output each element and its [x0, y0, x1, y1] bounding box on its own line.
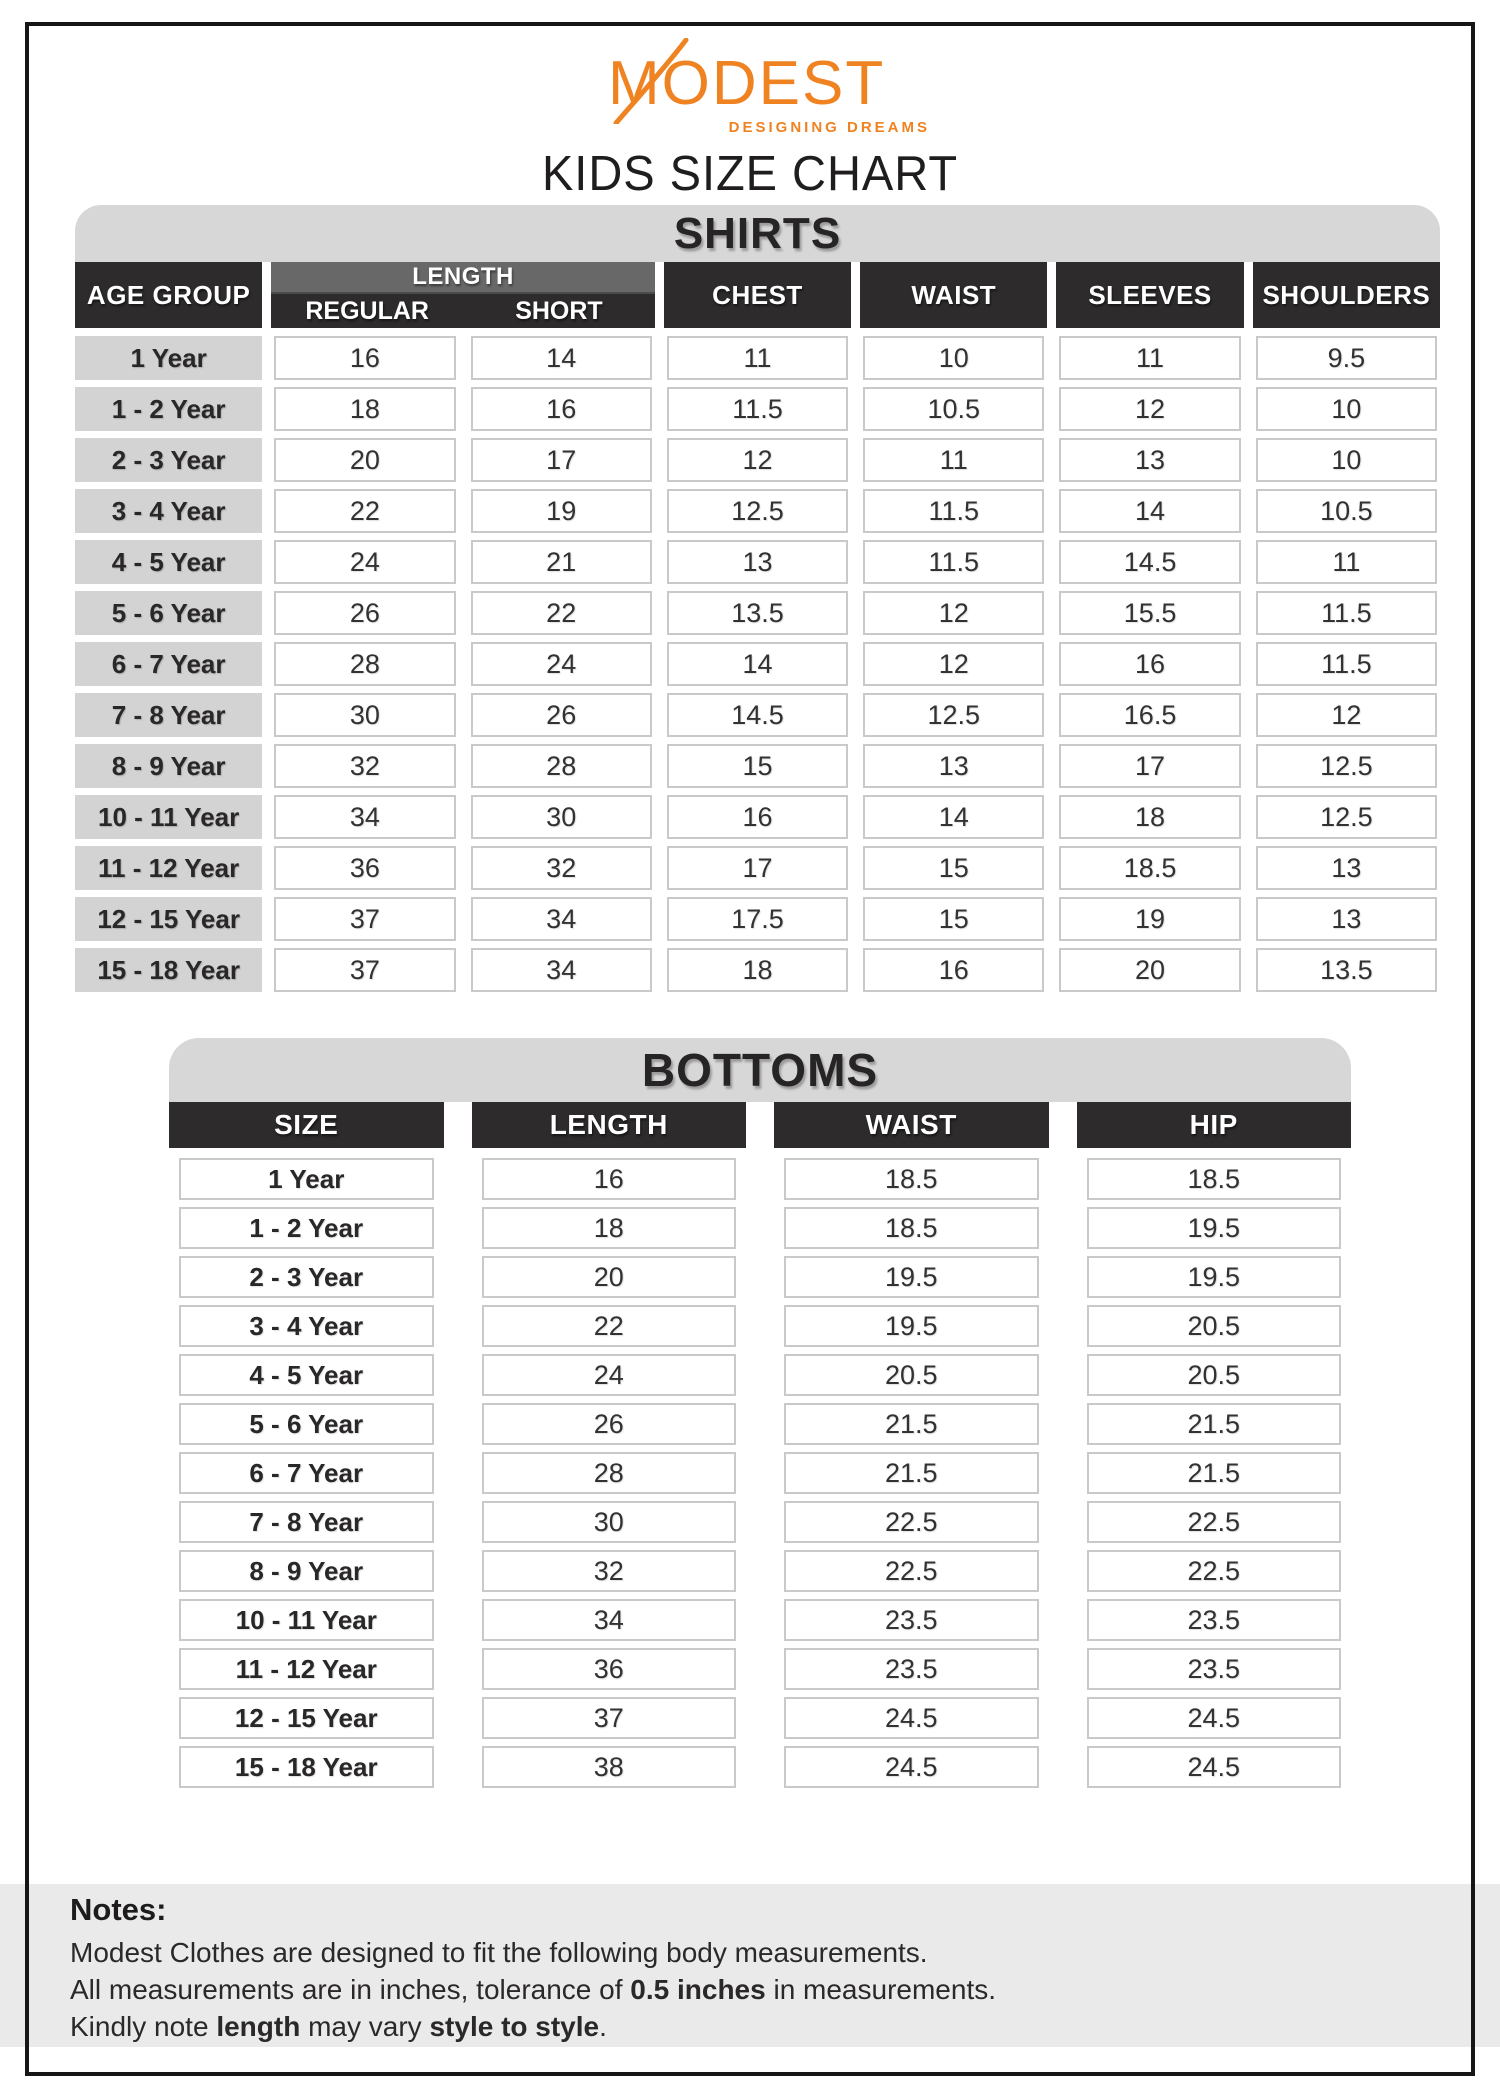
bottoms-length-cell: 30	[482, 1501, 737, 1543]
brand-wordmark: MODEST	[608, 49, 886, 118]
shirts-table-row	[75, 846, 1440, 890]
bottoms-length-cell: 26	[482, 1403, 737, 1445]
shirts-waist-cell: 10	[863, 336, 1044, 380]
bottoms-hip-cell: 21.5	[1087, 1452, 1342, 1494]
shirts-section-title: SHIRTS	[75, 205, 1440, 262]
shirts-table-row	[75, 795, 1440, 839]
shirts-table-row	[75, 489, 1440, 533]
shirts-table-row	[75, 897, 1440, 941]
shirts-sleeves-cell: 11	[1059, 336, 1240, 380]
bottoms-table-row	[169, 1648, 1351, 1690]
bottoms-length-cell: 34	[482, 1599, 737, 1641]
age-group-cell: 8 - 9 Year	[75, 744, 262, 788]
shirts-regular-cell: 32	[274, 744, 455, 788]
shirts-table-row	[75, 591, 1440, 635]
size-cell: 12 - 15 Year	[179, 1697, 434, 1739]
bottoms-hip-cell: 20.5	[1087, 1305, 1342, 1347]
shirts-table-row	[75, 642, 1440, 686]
shirts-table-row	[75, 540, 1440, 584]
shirts-shoulders-cell: 11	[1256, 540, 1437, 584]
shirts-short-cell: 30	[471, 795, 652, 839]
bottoms-length-cell: 38	[482, 1746, 737, 1788]
size-cell: 15 - 18 Year	[179, 1746, 434, 1788]
waist-header: WAIST	[860, 262, 1047, 328]
size-cell: 6 - 7 Year	[179, 1452, 434, 1494]
shirts-sleeves-cell: 14.5	[1059, 540, 1240, 584]
shirts-shoulders-cell: 10	[1256, 387, 1437, 431]
shirts-short-cell: 34	[471, 948, 652, 992]
bottoms-table-row	[169, 1550, 1351, 1592]
waist-header: WAIST	[774, 1102, 1049, 1148]
bottoms-waist-cell: 19.5	[784, 1305, 1039, 1347]
bottoms-table-row	[169, 1207, 1351, 1249]
shirts-waist-cell: 12	[863, 591, 1044, 635]
shirts-regular-cell: 34	[274, 795, 455, 839]
hip-header: HIP	[1077, 1102, 1352, 1148]
bottoms-waist-cell: 21.5	[784, 1452, 1039, 1494]
shirts-table-row	[75, 948, 1440, 992]
shirts-sleeves-cell: 13	[1059, 438, 1240, 482]
shirts-shoulders-cell: 12.5	[1256, 795, 1437, 839]
shirts-short-cell: 26	[471, 693, 652, 737]
shirts-regular-cell: 16	[274, 336, 455, 380]
bottoms-hip-cell: 23.5	[1087, 1599, 1342, 1641]
length-sub-header	[271, 294, 655, 328]
shirts-shoulders-cell: 12	[1256, 693, 1437, 737]
shirts-sleeves-cell: 16.5	[1059, 693, 1240, 737]
bottoms-waist-cell: 23.5	[784, 1648, 1039, 1690]
brand-tagline: DESIGNING DREAMS	[728, 119, 930, 136]
bottoms-table-row	[169, 1599, 1351, 1641]
shirts-chest-cell: 16	[667, 795, 848, 839]
shirts-shoulders-cell: 11.5	[1256, 591, 1437, 635]
shirts-chest-cell: 12.5	[667, 489, 848, 533]
bottoms-section-title: BOTTOMS	[169, 1038, 1351, 1102]
shirts-short-cell: 32	[471, 846, 652, 890]
age-group-cell: 1 - 2 Year	[75, 387, 262, 431]
shirts-waist-cell: 10.5	[863, 387, 1044, 431]
shirts-chest-cell: 14.5	[667, 693, 848, 737]
shirts-short-cell: 34	[471, 897, 652, 941]
bottoms-hip-cell: 24.5	[1087, 1697, 1342, 1739]
bottoms-waist-cell: 19.5	[784, 1256, 1039, 1298]
shirts-table-body	[75, 336, 1440, 992]
age-group-cell: 11 - 12 Year	[75, 846, 262, 890]
shirts-waist-cell: 16	[863, 948, 1044, 992]
brand-logo	[0, 38, 1500, 136]
bottoms-hip-cell: 19.5	[1087, 1256, 1342, 1298]
shirts-waist-cell: 15	[863, 846, 1044, 890]
notes-heading: Notes:	[70, 1892, 167, 1927]
size-cell: 3 - 4 Year	[179, 1305, 434, 1347]
shirts-sleeves-cell: 18.5	[1059, 846, 1240, 890]
bottoms-hip-cell: 18.5	[1087, 1158, 1342, 1200]
shirts-sleeves-cell: 20	[1059, 948, 1240, 992]
shirts-waist-cell: 11.5	[863, 489, 1044, 533]
size-cell: 10 - 11 Year	[179, 1599, 434, 1641]
age-group-cell: 12 - 15 Year	[75, 897, 262, 941]
shirts-regular-cell: 36	[274, 846, 455, 890]
bottoms-waist-cell: 21.5	[784, 1403, 1039, 1445]
bottoms-hip-cell: 24.5	[1087, 1746, 1342, 1788]
notes-section	[0, 1884, 1500, 2047]
age-group-cell: 5 - 6 Year	[75, 591, 262, 635]
bottoms-section	[169, 1038, 1351, 1788]
size-cell: 4 - 5 Year	[179, 1354, 434, 1396]
shirts-regular-cell: 28	[274, 642, 455, 686]
notes-body	[70, 1934, 1500, 2045]
shirts-regular-cell: 18	[274, 387, 455, 431]
bottoms-hip-cell: 22.5	[1087, 1550, 1342, 1592]
bottoms-hip-cell: 20.5	[1087, 1354, 1342, 1396]
shirts-shoulders-cell: 10	[1256, 438, 1437, 482]
shirts-shoulders-cell: 10.5	[1256, 489, 1437, 533]
shirts-short-cell: 19	[471, 489, 652, 533]
shirts-chest-cell: 11	[667, 336, 848, 380]
age-group-cell: 2 - 3 Year	[75, 438, 262, 482]
shirts-short-cell: 14	[471, 336, 652, 380]
shirts-table-row	[75, 387, 1440, 431]
shirts-waist-cell: 12.5	[863, 693, 1044, 737]
bottoms-waist-cell: 22.5	[784, 1550, 1039, 1592]
bottoms-hip-cell: 22.5	[1087, 1501, 1342, 1543]
bottoms-length-cell: 18	[482, 1207, 737, 1249]
bottoms-table-row	[169, 1746, 1351, 1788]
bottoms-table-row	[169, 1256, 1351, 1298]
shirts-short-cell: 22	[471, 591, 652, 635]
bottoms-table-row	[169, 1158, 1351, 1200]
size-cell: 11 - 12 Year	[179, 1648, 434, 1690]
bottoms-table-body	[169, 1158, 1351, 1788]
age-group-header: AGE GROUP	[75, 262, 262, 328]
shirts-waist-cell: 11	[863, 438, 1044, 482]
shirts-chest-cell: 13	[667, 540, 848, 584]
bottoms-hip-cell: 19.5	[1087, 1207, 1342, 1249]
age-group-cell: 15 - 18 Year	[75, 948, 262, 992]
shirts-chest-cell: 11.5	[667, 387, 848, 431]
bottoms-hip-cell: 21.5	[1087, 1403, 1342, 1445]
page-title: KIDS SIZE CHART	[541, 147, 959, 201]
bottoms-waist-cell: 18.5	[784, 1158, 1039, 1200]
shirts-table-row	[75, 744, 1440, 788]
bottoms-table-row	[169, 1403, 1351, 1445]
shirts-regular-cell: 26	[274, 591, 455, 635]
chest-header: CHEST	[664, 262, 851, 328]
notes-line: All measurements are in inches, tolerance of 0.5 inches in measurements.	[70, 1974, 997, 2005]
shirts-regular-cell: 37	[274, 897, 455, 941]
shirts-section	[75, 205, 1440, 992]
shirts-table-row	[75, 336, 1440, 380]
shirts-sleeves-cell: 19	[1059, 897, 1240, 941]
bottoms-waist-cell: 23.5	[784, 1599, 1039, 1641]
size-cell: 1 - 2 Year	[179, 1207, 434, 1249]
shirts-sleeves-cell: 14	[1059, 489, 1240, 533]
shirts-chest-cell: 13.5	[667, 591, 848, 635]
shirts-shoulders-cell: 11.5	[1256, 642, 1437, 686]
age-group-cell: 6 - 7 Year	[75, 642, 262, 686]
regular-header: REGULAR	[305, 296, 429, 325]
bottoms-length-cell: 36	[482, 1648, 737, 1690]
bottoms-table-row	[169, 1697, 1351, 1739]
shirts-regular-cell: 22	[274, 489, 455, 533]
bottoms-length-cell: 24	[482, 1354, 737, 1396]
length-header: LENGTH	[271, 262, 655, 294]
shirts-table-row	[75, 438, 1440, 482]
bottoms-waist-cell: 24.5	[784, 1697, 1039, 1739]
bottoms-table-header	[169, 1102, 1351, 1148]
bottoms-waist-cell: 20.5	[784, 1354, 1039, 1396]
age-group-cell: 4 - 5 Year	[75, 540, 262, 584]
age-group-cell: 7 - 8 Year	[75, 693, 262, 737]
shirts-regular-cell: 24	[274, 540, 455, 584]
shirts-short-cell: 28	[471, 744, 652, 788]
bottoms-table-row	[169, 1501, 1351, 1543]
shirts-waist-cell: 15	[863, 897, 1044, 941]
shirts-sleeves-cell: 17	[1059, 744, 1240, 788]
length-header: LENGTH	[472, 1102, 747, 1148]
shirts-chest-cell: 12	[667, 438, 848, 482]
bottoms-length-cell: 37	[482, 1697, 737, 1739]
bottoms-length-cell: 22	[482, 1305, 737, 1347]
shirts-shoulders-cell: 13	[1256, 897, 1437, 941]
short-header: SHORT	[515, 296, 603, 325]
shirts-chest-cell: 17.5	[667, 897, 848, 941]
shirts-chest-cell: 14	[667, 642, 848, 686]
shirts-sleeves-cell: 18	[1059, 795, 1240, 839]
shirts-table-row	[75, 693, 1440, 737]
bottoms-table-row	[169, 1452, 1351, 1494]
shirts-short-cell: 17	[471, 438, 652, 482]
shirts-sleeves-cell: 12	[1059, 387, 1240, 431]
size-cell: 7 - 8 Year	[179, 1501, 434, 1543]
bottoms-length-cell: 28	[482, 1452, 737, 1494]
bottoms-waist-cell: 24.5	[784, 1746, 1039, 1788]
shirts-regular-cell: 30	[274, 693, 455, 737]
shirts-shoulders-cell: 13	[1256, 846, 1437, 890]
length-group-header	[271, 262, 655, 328]
shirts-waist-cell: 13	[863, 744, 1044, 788]
sleeves-header: SLEEVES	[1056, 262, 1243, 328]
shirts-waist-cell: 14	[863, 795, 1044, 839]
bottoms-length-cell: 32	[482, 1550, 737, 1592]
shirts-sleeves-cell: 15.5	[1059, 591, 1240, 635]
shirts-short-cell: 16	[471, 387, 652, 431]
bottoms-table-row	[169, 1305, 1351, 1347]
bottoms-length-cell: 20	[482, 1256, 737, 1298]
shirts-short-cell: 21	[471, 540, 652, 584]
size-cell: 8 - 9 Year	[179, 1550, 434, 1592]
bottoms-table-row	[169, 1354, 1351, 1396]
shirts-waist-cell: 12	[863, 642, 1044, 686]
shirts-shoulders-cell: 9.5	[1256, 336, 1437, 380]
shirts-regular-cell: 20	[274, 438, 455, 482]
size-cell: 1 Year	[179, 1158, 434, 1200]
modest-logo-icon	[570, 38, 930, 124]
age-group-cell: 3 - 4 Year	[75, 489, 262, 533]
shirts-regular-cell: 37	[274, 948, 455, 992]
size-header: SIZE	[169, 1102, 444, 1148]
shirts-chest-cell: 18	[667, 948, 848, 992]
bottoms-hip-cell: 23.5	[1087, 1648, 1342, 1690]
shirts-shoulders-cell: 12.5	[1256, 744, 1437, 788]
bottoms-waist-cell: 18.5	[784, 1207, 1039, 1249]
shirts-shoulders-cell: 13.5	[1256, 948, 1437, 992]
shirts-short-cell: 24	[471, 642, 652, 686]
shoulders-header: SHOULDERS	[1253, 262, 1440, 328]
notes-line: Kindly note length may vary style to style.	[70, 2011, 607, 2042]
shirts-chest-cell: 15	[667, 744, 848, 788]
shirts-chest-cell: 17	[667, 846, 848, 890]
bottoms-waist-cell: 22.5	[784, 1501, 1039, 1543]
shirts-sleeves-cell: 16	[1059, 642, 1240, 686]
size-cell: 2 - 3 Year	[179, 1256, 434, 1298]
shirts-waist-cell: 11.5	[863, 540, 1044, 584]
bottoms-length-cell: 16	[482, 1158, 737, 1200]
age-group-cell: 1 Year	[75, 336, 262, 380]
notes-line: Modest Clothes are designed to fit the following body measurements.	[70, 1937, 928, 1968]
size-cell: 5 - 6 Year	[179, 1403, 434, 1445]
shirts-table-header	[75, 262, 1440, 328]
age-group-cell: 10 - 11 Year	[75, 795, 262, 839]
